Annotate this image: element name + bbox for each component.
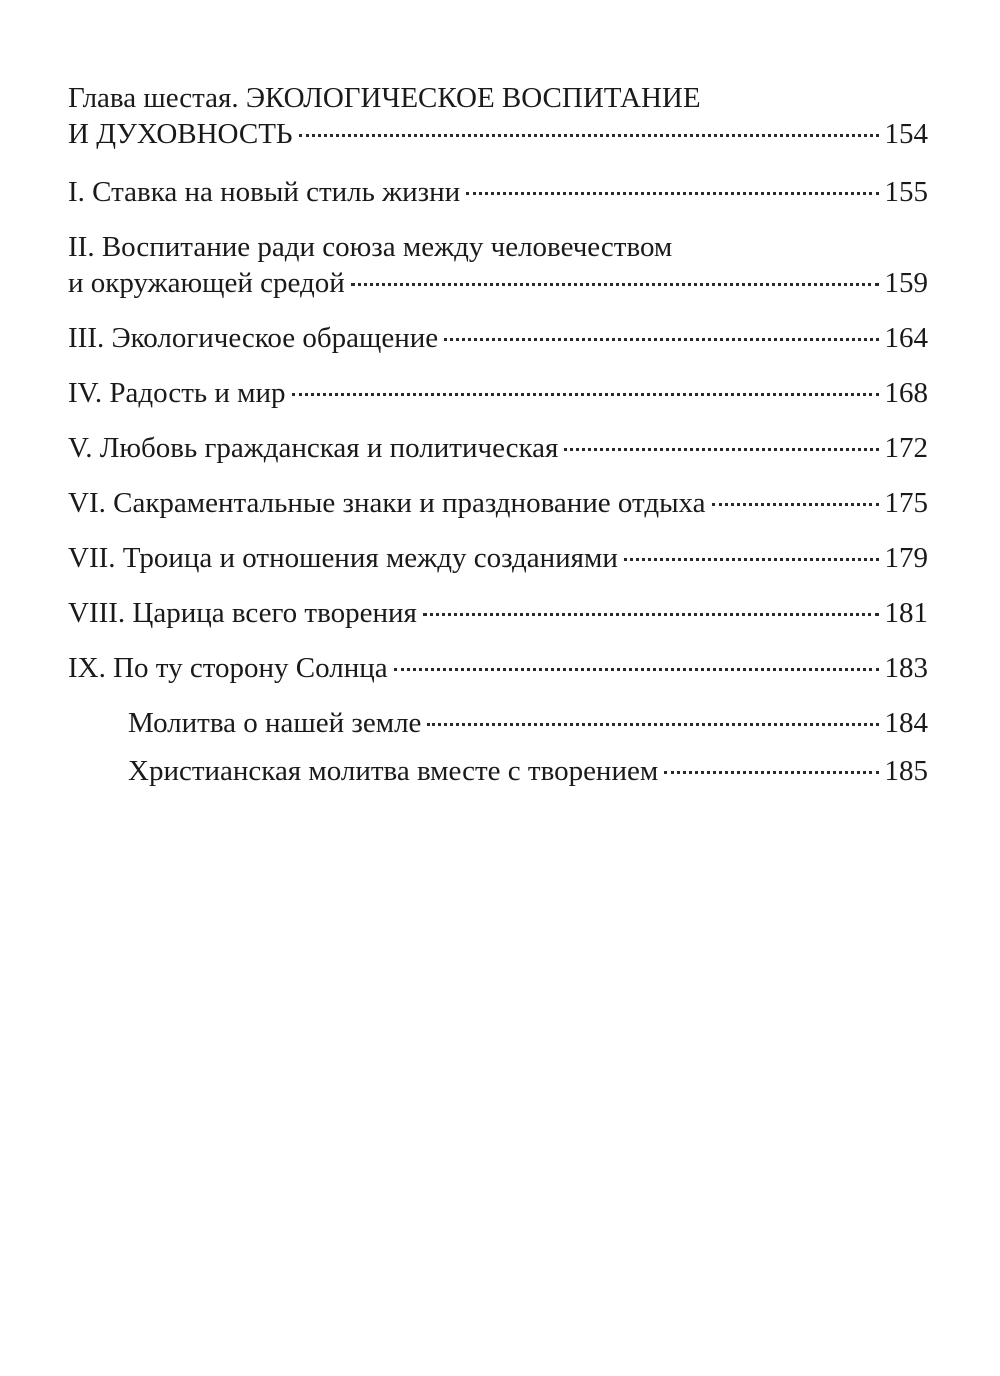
page-number: 183 — [884, 652, 928, 684]
toc-entry[interactable] — [68, 650, 928, 686]
dot-leader — [299, 134, 879, 137]
dot-leader — [292, 393, 879, 396]
toc-entry-row — [68, 430, 928, 466]
dot-leader — [394, 668, 879, 671]
toc-chapter-entry[interactable] — [68, 80, 928, 152]
chapter-title-row — [68, 116, 928, 152]
dot-leader — [624, 558, 879, 561]
toc-entry-label: III. Экологическое обращение — [68, 322, 439, 354]
toc-entry-row — [68, 320, 928, 356]
page-number: 159 — [884, 267, 928, 299]
toc-entry-label: V. Любовь гражданская и политическая — [68, 432, 559, 464]
toc-entry-label: VI. Сакраментальные знаки и празднование отдыха — [68, 487, 706, 519]
table-of-contents — [68, 80, 928, 789]
toc-entry-label: VIII. Царица всего творения — [68, 597, 417, 629]
toc-entry-row — [68, 595, 928, 631]
toc-entry[interactable] — [68, 375, 928, 411]
page-number: 164 — [884, 322, 928, 354]
dot-leader — [427, 723, 878, 726]
dot-leader — [423, 613, 879, 616]
toc-entry[interactable] — [68, 595, 928, 631]
toc-entry[interactable] — [68, 229, 928, 301]
page-number: 168 — [884, 377, 928, 409]
toc-subentry[interactable] — [128, 705, 928, 741]
page-number: 179 — [884, 542, 928, 574]
toc-subentry-row — [128, 705, 928, 741]
toc-entry-row — [68, 650, 928, 686]
toc-entry[interactable] — [68, 430, 928, 466]
toc-entry-row — [68, 174, 928, 210]
dot-leader — [564, 448, 878, 451]
page-number: 184 — [884, 707, 928, 739]
page-number: 185 — [884, 755, 928, 787]
dot-leader — [351, 283, 879, 286]
toc-entry-label: и окружающей средой — [68, 267, 345, 299]
toc-entry-row — [68, 540, 928, 576]
toc-entry-label: IX. По ту сторону Солнца — [68, 652, 388, 684]
toc-entry-label-line1: II. Воспитание ради союза между человечеством — [68, 231, 673, 263]
toc-entry-row — [68, 485, 928, 521]
dot-leader — [664, 771, 878, 774]
toc-entry[interactable] — [68, 320, 928, 356]
chapter-title-line1: Глава шестая. ЭКОЛОГИЧЕСКОЕ ВОСПИТАНИЕ — [68, 82, 701, 114]
toc-entry[interactable] — [68, 485, 928, 521]
page-number: 181 — [884, 597, 928, 629]
toc-subentry-row — [128, 753, 928, 789]
toc-entry[interactable] — [68, 540, 928, 576]
toc-entry[interactable] — [68, 174, 928, 210]
page-number: 175 — [884, 487, 928, 519]
toc-entry-label: IV. Радость и мир — [68, 377, 286, 409]
dot-leader — [444, 338, 878, 341]
toc-subentry-label: Христианская молитва вместе с творением — [128, 755, 659, 787]
toc-entry-label: VII. Троица и отношения между созданиями — [68, 542, 618, 574]
chapter-title-line2: И ДУХОВНОСТЬ — [68, 118, 293, 150]
toc-entry-row — [68, 375, 928, 411]
dot-leader — [466, 192, 878, 195]
page-number: 154 — [884, 118, 928, 150]
toc-entry-label: I. Ставка на новый стиль жизни — [68, 176, 461, 208]
toc-entry-row — [68, 265, 928, 301]
toc-subentry[interactable] — [128, 753, 928, 789]
toc-subentry-label: Молитва о нашей земле — [128, 707, 422, 739]
page-number: 155 — [884, 176, 928, 208]
page-number: 172 — [884, 432, 928, 464]
dot-leader — [712, 503, 879, 506]
